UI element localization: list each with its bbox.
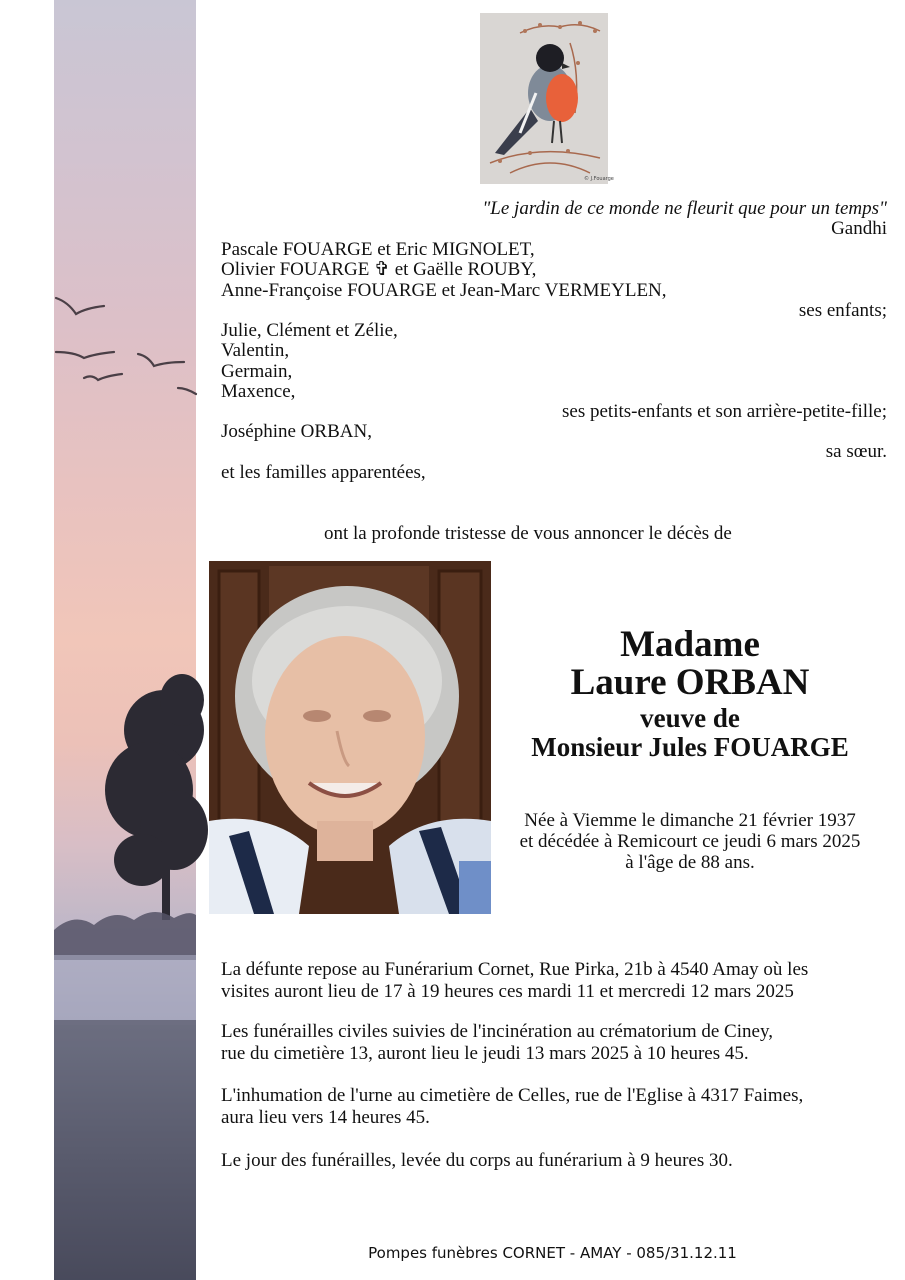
family-line: Maxence, — [221, 381, 296, 402]
burial-paragraph — [221, 1085, 886, 1129]
spouse-name: Monsieur Jules FOUARGE — [531, 732, 849, 762]
announcement: ont la profonde tristesse de vous annoncer le décès de — [324, 523, 732, 544]
widow-of: veuve de — [640, 703, 740, 733]
deceased-name: Laure ORBAN — [570, 662, 810, 703]
paragraph-line: aura lieu vers 14 heures 45. — [221, 1107, 430, 1128]
paragraph-line: Le jour des funérailles, levée du corps au funérarium à 9 heures 30. — [221, 1150, 733, 1171]
age-line: à l'âge de 88 ans. — [625, 852, 755, 873]
funeral-paragraph — [221, 1021, 886, 1065]
portrait-photo — [209, 561, 491, 914]
family-line: Valentin, — [221, 340, 290, 361]
photo-credit: © J.Fouarge — [584, 176, 614, 182]
paragraph-line: L'inhumation de l'urne au cimetière de Celles, rue de l'Eglise à 4317 Faimes, — [221, 1085, 804, 1106]
bullfinch-photo — [480, 13, 614, 184]
tree-silhouette-icon — [105, 674, 208, 920]
family-role: ses petits-enfants et son arrière-petite-fille; — [562, 401, 887, 422]
departure-paragraph — [221, 1150, 886, 1172]
visitation-paragraph — [221, 959, 886, 1003]
landscape-illustration — [54, 0, 196, 1280]
families-line: et les familles apparentées, — [221, 462, 426, 483]
decorative-side-strip — [54, 0, 196, 1280]
death-line: et décédée à Remicourt ce jeudi 6 mars 2025 — [519, 831, 861, 852]
birth-line: Née à Viemme le dimanche 21 février 1937 — [524, 810, 856, 831]
paragraph-line: rue du cimetière 13, auront lieu le jeudi 13 mars 2025 à 10 heures 45. — [221, 1043, 749, 1064]
family-role: ses enfants; — [798, 300, 887, 321]
paragraph-line: visites auront lieu de 17 à 19 heures ces mardi 11 et mercredi 12 mars 2025 — [221, 981, 794, 1002]
family-line: Julie, Clément et Zélie, — [221, 320, 398, 341]
family-line: Pascale FOUARGE et Eric MIGNOLET, — [221, 239, 535, 260]
family-line: Olivier FOUARGE ✞ et Gaëlle ROUBY, — [221, 259, 537, 280]
birds-icon — [56, 298, 196, 394]
deceased-title: Madame — [620, 624, 760, 665]
footer-funeral-home: Pompes funèbres CORNET - AMAY - 085/31.12.11 — [368, 1244, 737, 1262]
family-line: Germain, — [221, 361, 293, 382]
family-line: Joséphine ORBAN, — [221, 421, 372, 442]
paragraph-line: Les funérailles civiles suivies de l'incinération au crématorium de Ciney, — [221, 1021, 773, 1042]
quote-author: Gandhi — [831, 218, 887, 239]
family-line: Anne-Françoise FOUARGE et Jean-Marc VERMEYLEN, — [221, 280, 667, 301]
quote-text: "Le jardin de ce monde ne fleurit que pour un temps" — [482, 198, 887, 219]
family-role: sa sœur. — [825, 441, 887, 462]
paragraph-line: La défunte repose au Funérarium Cornet, Rue Pirka, 21b à 4540 Amay où les — [221, 959, 809, 980]
